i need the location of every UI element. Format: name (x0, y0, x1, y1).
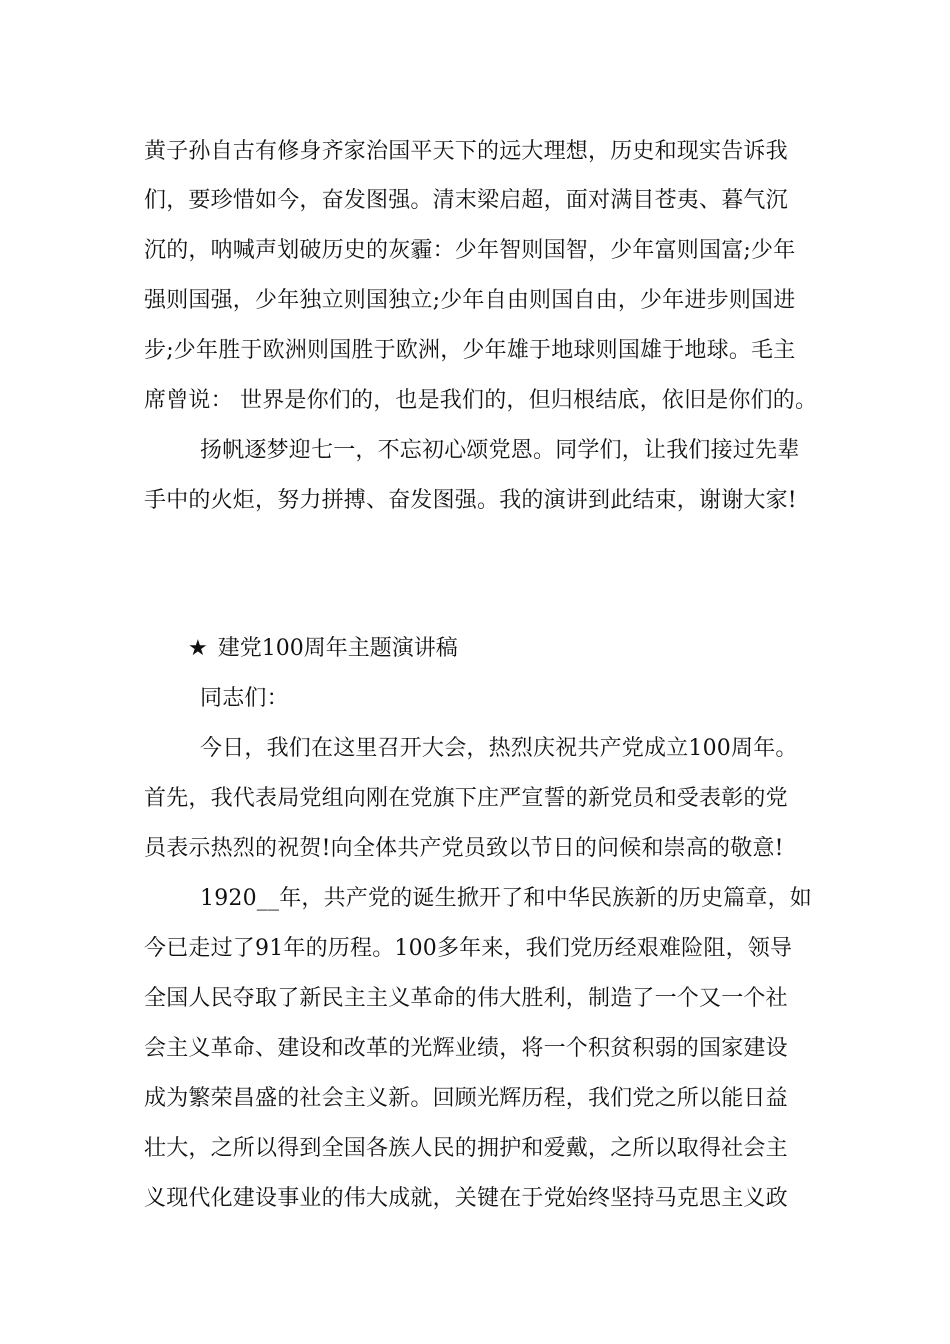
salutation: 同志们： (200, 686, 289, 711)
paragraph-line: 义现代化建设事业的伟大成就，关键在于党始终坚持马克思主义政 (144, 1186, 788, 1211)
paragraph-line: 1920__年，共产党的诞生掀开了和中华民族新的历史篇章，如 (200, 886, 812, 911)
paragraph-line: 壮大，之所以得到全国各族人民的拥护和爱戴，之所以取得社会主 (144, 1136, 788, 1161)
paragraph-line: 首先，我代表局党组向刚在党旗下庄严宣誓的新党员和受表彰的党 (144, 786, 788, 811)
paragraph-line: 手中的火炬，努力拼搏、奋发图强。我的演讲到此结束，谢谢大家! (144, 488, 797, 513)
paragraph-line: 成为繁荣昌盛的社会主义新。回顾光辉历程，我们党之所以能日益 (144, 1086, 788, 1111)
paragraph-line: 步;少年胜于欧洲则国胜于欧洲，少年雄于地球则国雄于地球。毛主 (144, 338, 796, 363)
paragraph-line: 扬帆逐梦迎七一，不忘初心颂党恩。同学们，让我们接过先辈 (200, 438, 800, 463)
paragraph-line: 席曾说： 世界是你们的，也是我们的，但归根结底，依旧是你们的。 (144, 388, 818, 413)
paragraph-line: 会主义革命、建设和改革的光辉业绩，将一个积贫积弱的国家建设 (144, 1036, 788, 1061)
paragraph-line: 们，要珍惜如今，奋发图强。清末梁启超，面对满目苍夷、暮气沉 (144, 188, 788, 213)
paragraph-line: 黄子孙自古有修身齐家治国平天下的远大理想，历史和现实告诉我 (144, 139, 788, 164)
paragraph-line: 今日，我们在这里召开大会，热烈庆祝共产党成立100周年。 (200, 736, 798, 761)
paragraph-line: 强则国强，少年独立则国独立;少年自由则国自由，少年进步则国进 (144, 288, 796, 313)
paragraph-line: 沉的，呐喊声划破历史的灰霾：少年智则国智，少年富则国富;少年 (144, 238, 796, 263)
star-icon: ★ (188, 636, 208, 661)
paragraph-line: 全国人民夺取了新民主主义革命的伟大胜利，制造了一个又一个社 (144, 986, 788, 1011)
section-heading (188, 634, 458, 664)
heading-title: 建党100周年主题演讲稿 (217, 636, 458, 661)
paragraph-line: 员表示热烈的祝贺!向全体共产党员致以节日的问候和崇高的敬意! (144, 836, 784, 861)
paragraph-line: 今已走过了91年的历程。100多年来，我们党历经艰难险阻，领导 (144, 936, 793, 961)
